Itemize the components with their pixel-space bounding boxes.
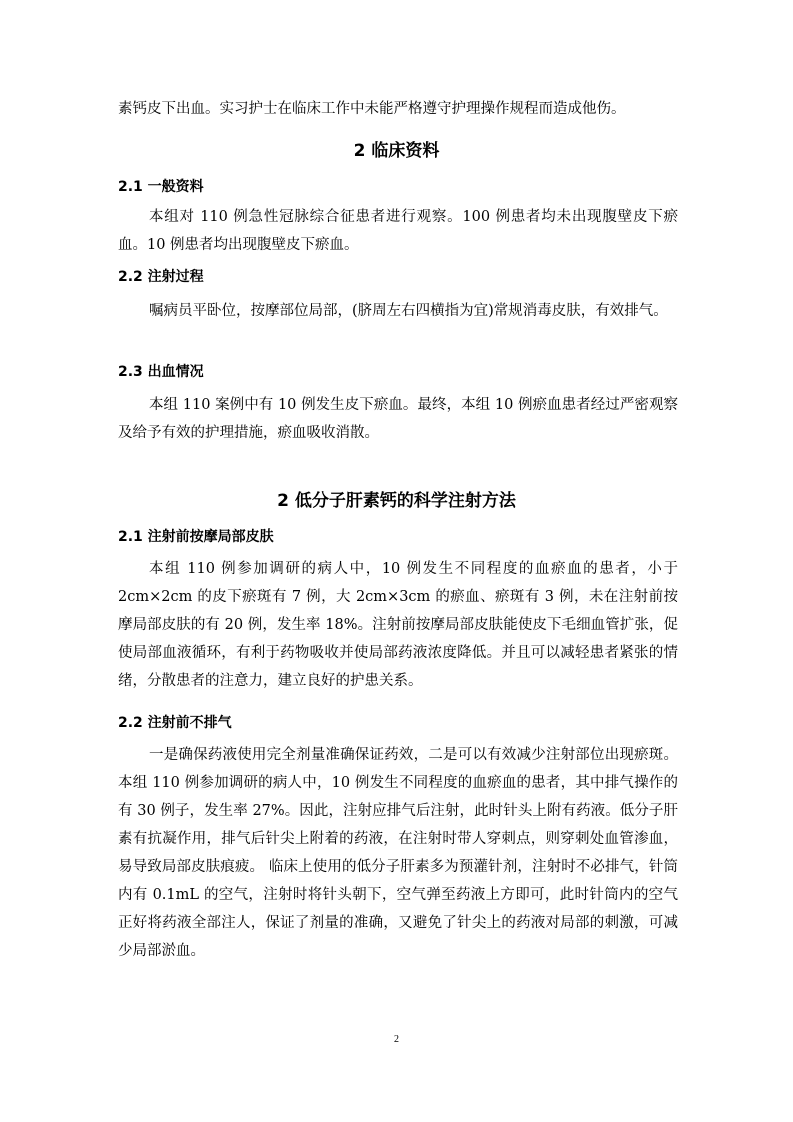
paragraph-no-exhaust: 一是确保药液使用完全剂量准确保证药效，二是可以有效减少注射部位出现瘀斑。本组 110 例参加调研的病人中，10 例发生不同程度的血瘀血的患者，其中排气操作的有 30 例子，发生率 27%。因此，注射应排气后注射，此时针头上附有药液。低分子肝素有抗凝作用，排气后针尖上附着的药液，在注射时带人穿刺点，则穿刺处血管渗血，易导致局部皮肤痕疲。 临床上使用的低分子肝素多为预灌针剂，注射时不必排气，针筒内有 0.1mL 的空气，注射时将针头朝下，空气弹至药液上方即可，此时针筒内的空气正好将药液全部注人，保证了剂量的准确，又避免了针尖上的药液对局部的刺激，可减少局部淤血。	[118, 747, 678, 959]
subsection-heading-no-exhaust: 2.2 注射前不排气	[118, 715, 232, 731]
subsection-heading-massage: 2.1 注射前按摩局部皮肤	[118, 529, 274, 545]
subsection-heading-bleeding: 2.3 出血情况	[118, 364, 204, 380]
paragraph-massage: 本组 110 例参加调研的病人中，10 例发生不同程度的血瘀血的患者，小于 2cm×2cm 的皮下瘀斑有 7 例，大 2cm×3cm 的瘀血、瘀斑有 3 例，未在注射前按摩局部皮肤的有 20 例，发生率 18%。注射前按摩局部皮肤能使皮下毛细血管扩张，促使局部血液循环，有利于药物吸收并使局部药液浓度降低。并且可以减轻患者紧张的情绪，分散患者的注意力，建立良好的护患关系。	[118, 561, 678, 689]
section-heading-clinical-data: 2 临床资料	[353, 141, 440, 161]
page-number: 2	[394, 1034, 399, 1045]
subsection-heading-general-data: 2.1 一般资料	[118, 179, 204, 195]
subsection-heading-injection-process: 2.2 注射过程	[118, 269, 204, 285]
paragraph-general-data: 本组对 110 例急性冠脉综合征患者进行观察。100 例患者均未出现腹壁皮下瘀血。10 例患者均出现腹壁皮下瘀血。	[118, 209, 678, 253]
section-heading-injection-method: 2 低分子肝素钙的科学注射方法	[277, 491, 516, 511]
paragraph-continuation: 素钙皮下出血。实习护士在临床工作中未能严格遵守护理操作规程而造成他伤。	[118, 101, 626, 117]
paragraph-injection-process: 嘱病员平卧位，按摩部位局部，(脐周左右四横指为宜)常规消毒皮肤，有效排气。	[149, 303, 668, 319]
paragraph-bleeding: 本组 110 案例中有 10 例发生皮下瘀血。最终，本组 10 例瘀血患者经过严密观察及给予有效的护理措施，瘀血吸收消散。	[118, 397, 678, 441]
